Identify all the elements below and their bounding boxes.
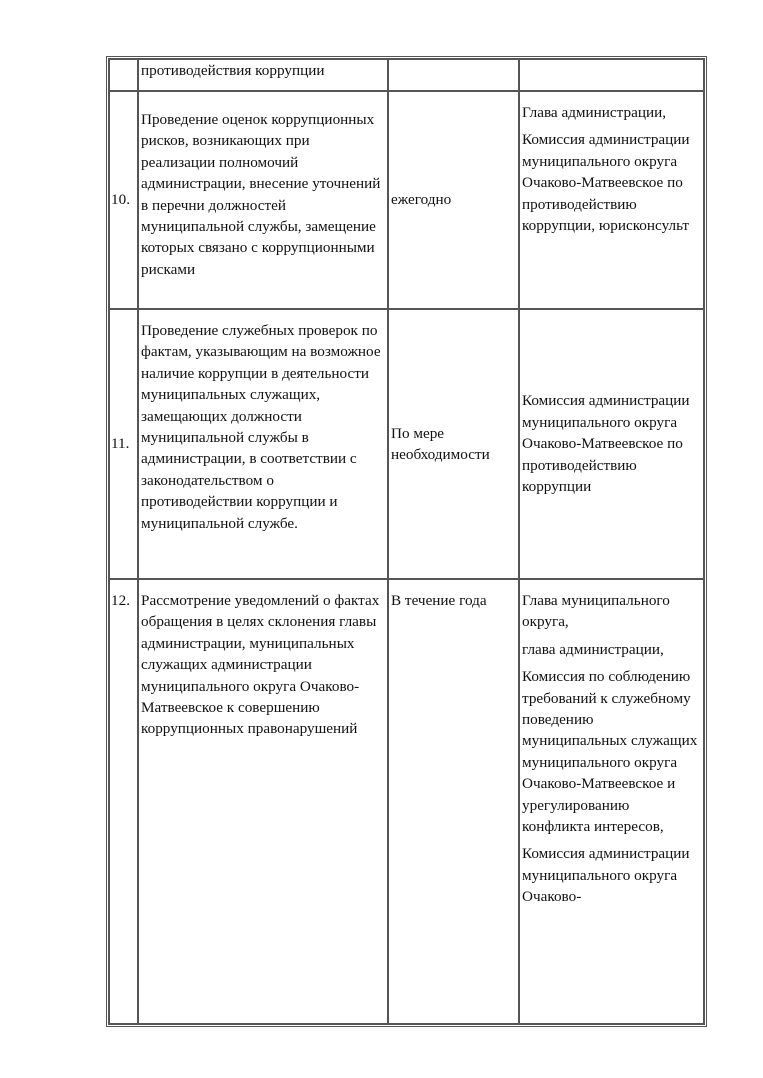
- action-text: противодействия коррупции: [141, 62, 325, 79]
- row-number: 10.: [109, 91, 138, 309]
- responsible-cell: [519, 59, 704, 91]
- term-cell: ежегодно: [388, 91, 519, 309]
- action-cell: [138, 91, 388, 309]
- term-cell: [388, 59, 519, 91]
- responsible-text: Глава администрации,: [522, 104, 667, 121]
- responsible-cell: [519, 579, 704, 1024]
- table-row: [109, 579, 704, 1024]
- responsible-cell: [519, 91, 704, 309]
- action-text: Проведение служебных проверок по фактам, указывающим на возможное наличие коррупции в деятельности муниципальных служащих, замещающих должности муниципальной службы в администрации, в соответствии с законодательством о противодействии коррупции и муниципальной службе.: [141, 322, 381, 532]
- action-text: Проведение оценок коррупционных рисков, возникающих при реализации полномочий администрации, внесение уточнений в перечни должностей муниципальной службы, замещение которых связано с коррупционными рисками: [141, 111, 381, 278]
- responsible-text: Комиссия по соблюдению требований к служебному поведению муниципальных служащих муниципального округа Очаково-Матвеевское и урегулированию конфликта интересов,: [522, 668, 698, 836]
- term-cell: В течение года: [388, 579, 519, 1024]
- action-cell: [138, 309, 388, 579]
- responsible-text: Комиссия администрации муниципального округа Очаково-Матвеевское по противодействию коррупции, юрисконсульт: [522, 131, 690, 235]
- table-row: [109, 91, 704, 309]
- row-number: [109, 59, 138, 91]
- term-cell: По мере необходимости: [388, 309, 519, 579]
- responsible-cell: [519, 309, 704, 579]
- responsible-text: Глава муниципального округа,: [522, 592, 670, 631]
- action-cell: [138, 579, 388, 1024]
- action-plan-table: [106, 56, 707, 1027]
- row-number: 12.: [109, 579, 138, 1024]
- table-row: [109, 59, 704, 91]
- responsible-text: глава администрации,: [522, 640, 664, 658]
- row-number: 11.: [109, 309, 138, 579]
- action-text: Рассмотрение уведомлений о фактах обращения в целях склонения главы администрации, муниципальных служащих администрации муниципального округа Очаково-Матвеевское к совершению коррупционных правонарушений: [141, 592, 380, 738]
- action-cell: [138, 59, 388, 91]
- responsible-text: Комиссия администрации муниципального округа Очаково-Матвеевское по противодействию коррупции: [522, 392, 690, 496]
- table-row: [109, 309, 704, 579]
- responsible-text: Комиссия администрации муниципального округа Очаково-: [522, 845, 690, 906]
